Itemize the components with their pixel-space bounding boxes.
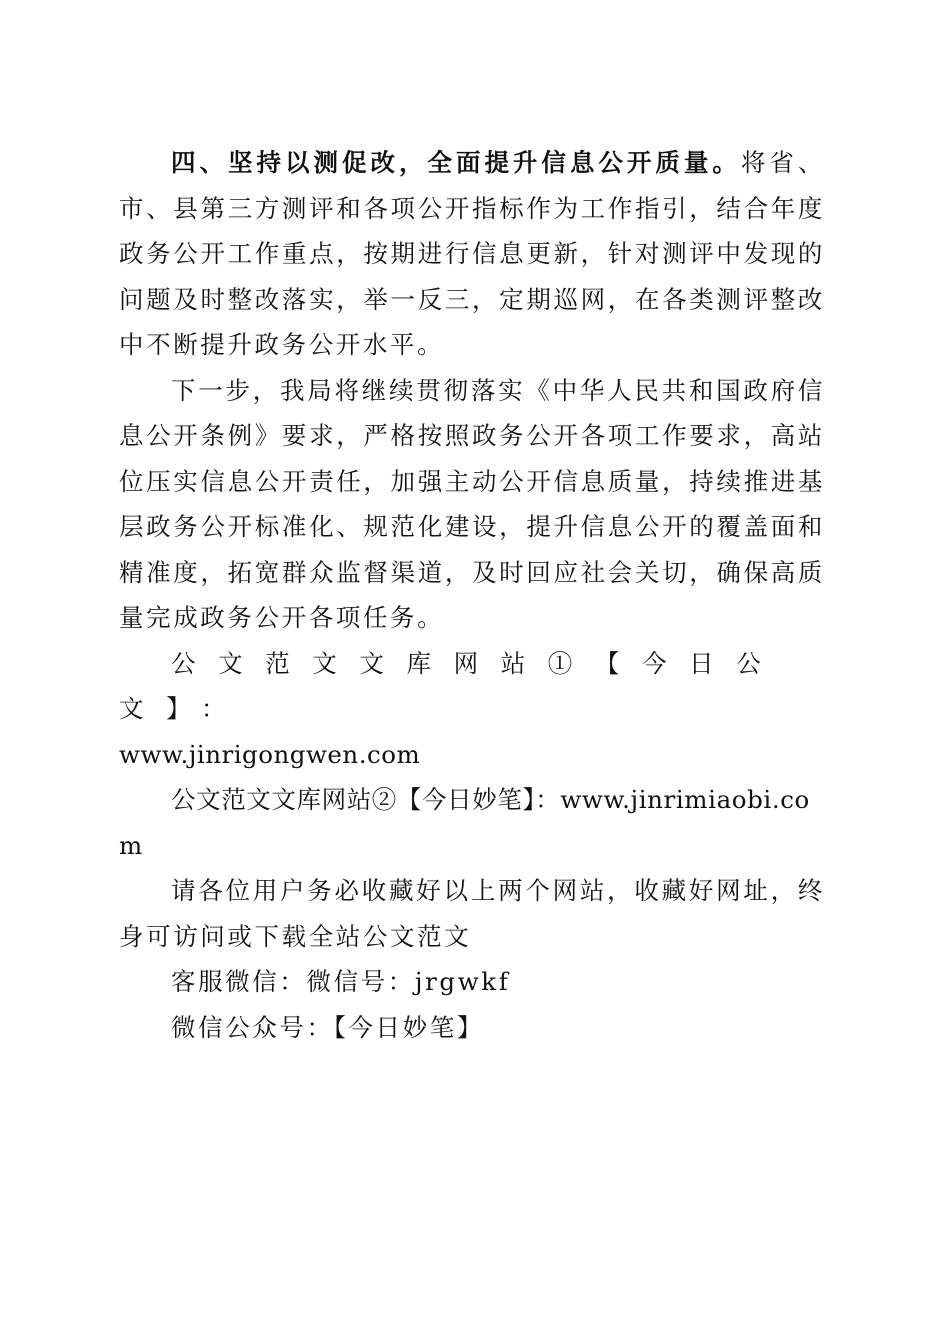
- section-four-heading: 四、坚持以测促改，全面提升信息公开质量。: [171, 148, 741, 177]
- site-one-label: 公文范文文库网站①【今日公文】：: [119, 648, 784, 723]
- wechat-public-line: 微信公众号：【今日妙笔】: [171, 1012, 484, 1042]
- bookmark-reminder: 请各位用户务必收藏好以上两个网站，收藏好网址，终身可访问或下载全站公文范文: [119, 876, 825, 951]
- section-four-paragraph: [119, 140, 825, 368]
- next-step-paragraph: 下一步，我局将继续贯彻落实《中华人民共和国政府信息公开条例》要求，严格按照政务公开各项工作要求，高站位压实信息公开责任，加强主动公开信息质量，持续推进基层政务公开标准化、规范化建设，提升信息公开的覆盖面和精准度，拓宽群众监督渠道，及时回应社会关切，确保高质量完成政务公开各项任务。: [119, 375, 825, 632]
- document-body: [119, 140, 825, 1050]
- wechat-service-line: 客服微信：微信号：jrgwkf: [171, 967, 511, 996]
- site-two-line: 公文范文文库网站②【今日妙笔】：www.jinrimiaobi.com: [119, 785, 810, 860]
- site-one-url: www.jinrigongwen.com: [119, 739, 421, 769]
- section-four-body: 将省、市、县第三方测评和各项公开指标作为工作指引，结合年度政务公开工作重点，按期进行信息更新，针对测评中发现的问题及时整改落实，举一反三，定期巡网，在各类测评整改中不断提升政务公开水平。: [119, 148, 825, 359]
